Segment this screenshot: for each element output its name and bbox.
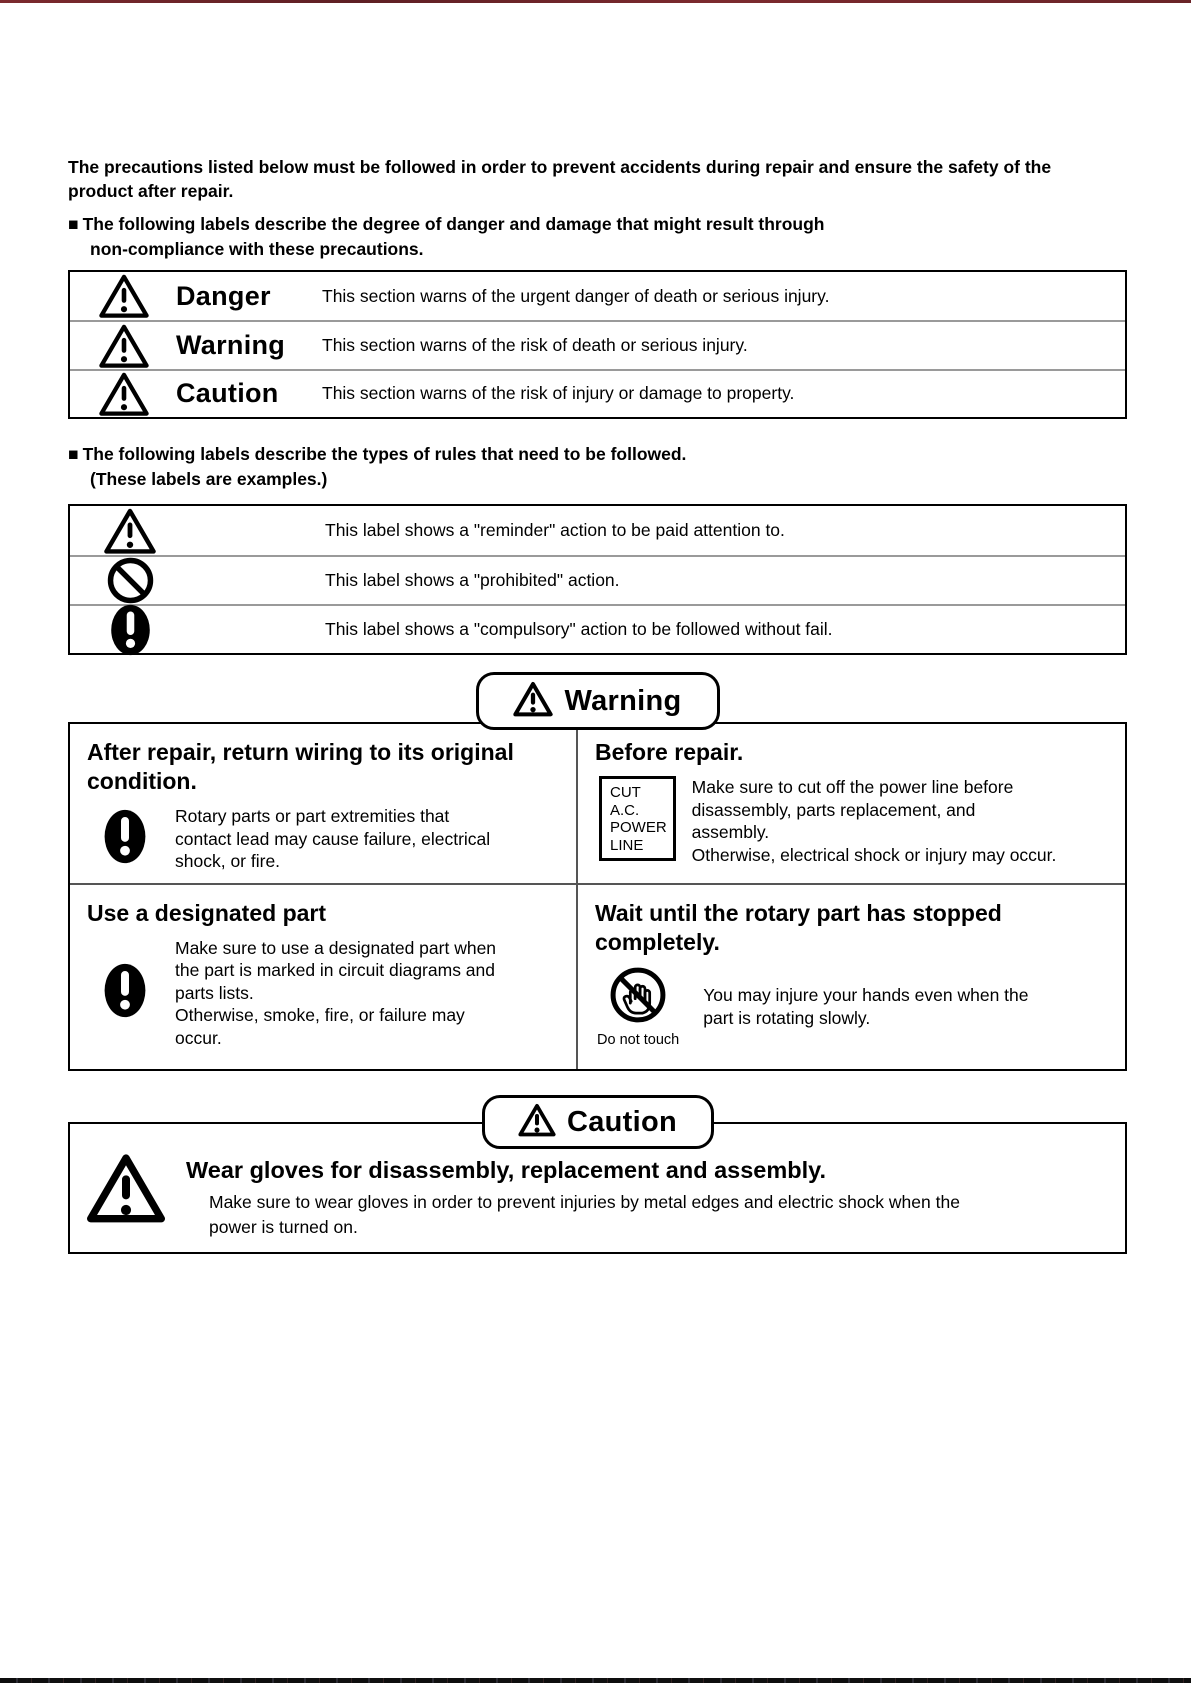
warning-triangle-icon	[86, 1150, 166, 1231]
severity-description: This section warns of the risk of death or serious injury.	[322, 335, 748, 356]
table-row-danger	[70, 272, 1125, 320]
table-row-compulsory	[70, 604, 1125, 653]
reminder-triangle-icon	[88, 507, 172, 555]
table-row-reminder	[70, 506, 1125, 555]
warning-cell-rotary-part	[576, 883, 1125, 1069]
compulsory-icon	[103, 963, 147, 1023]
table-row-caution	[70, 369, 1125, 417]
cell-body: You may injure your hands even when the part is rotating slowly.	[703, 985, 1029, 1028]
do-not-touch-caption: Do not touch	[597, 1031, 680, 1048]
warning-triangle-icon	[98, 323, 150, 369]
cell-body-line: Otherwise, smoke, fire, or failure may occur.	[175, 1005, 465, 1048]
bullet-square-icon: ■	[68, 444, 79, 464]
bullet-text-line2: (These labels are examples.)	[90, 469, 328, 489]
rule-description: This label shows a "compulsory" action to be followed without fail.	[325, 619, 833, 639]
do-not-touch-icon	[609, 966, 667, 1029]
caution-body-text: Make sure to wear gloves in order to prevent injuries by metal edges and electric shock when the power is turned on.	[209, 1192, 960, 1237]
sign-line: LINE	[610, 836, 644, 854]
severity-label: Caution	[176, 378, 279, 409]
caution-section	[68, 1095, 1127, 1254]
severity-label: Warning	[176, 330, 286, 361]
bullet-rule-types	[68, 442, 1083, 492]
bullet-text-line2: non-compliance with these precautions.	[90, 239, 424, 259]
warning-section-header	[476, 672, 720, 730]
cell-body-line: Make sure to use a designated part when the part is marked in circuit diagrams and parts lists.	[175, 937, 497, 1003]
bullet-text-line1: The following labels describe the degree of danger and damage that might result through	[82, 214, 825, 234]
rule-type-table	[68, 504, 1127, 655]
sign-line: POWER	[610, 819, 667, 836]
scan-artifact-top-line	[0, 0, 1191, 3]
compulsory-icon	[88, 604, 172, 656]
warning-cell-before-repair	[576, 724, 1125, 883]
cell-body-line: Make sure to cut off the power line before disassembly, parts replacement, and assembly.	[691, 777, 1014, 842]
severity-table	[68, 270, 1127, 419]
cell-body: Rotary parts or part extremities that contact lead may cause failure, electrical shock, or fire.	[175, 806, 491, 871]
severity-label: Danger	[176, 280, 271, 311]
rule-description: This label shows a "prohibited" action.	[325, 570, 620, 590]
cell-body	[175, 937, 515, 1050]
prohibited-icon	[88, 557, 172, 604]
warning-header-label: Warning	[564, 684, 682, 717]
cell-title: Use a designated part	[87, 899, 327, 926]
warning-cell-after-repair	[70, 724, 576, 883]
bullet-degree-of-danger	[68, 212, 1083, 262]
warning-triangle-icon	[518, 1103, 556, 1142]
cell-body-line: Otherwise, electrical shock or injury may occur.	[691, 844, 1057, 865]
intro-paragraph: The precautions listed below must be followed in order to prevent accidents during repair and ensure the safety of the product after repair.	[68, 157, 1052, 201]
sign-line: CUT	[610, 784, 641, 801]
warning-section	[68, 672, 1127, 1071]
caution-section-header	[482, 1095, 714, 1149]
warning-triangle-icon	[98, 273, 150, 319]
scan-artifact-bottom-line	[0, 1678, 1191, 1683]
bullet-square-icon: ■	[68, 214, 79, 234]
table-row-prohibited	[70, 555, 1125, 604]
severity-description: This section warns of the risk of injury or damage to property.	[322, 383, 795, 404]
caution-header-label: Caution	[566, 1105, 678, 1138]
compulsory-icon	[103, 809, 147, 869]
warning-cell-designated-part	[70, 883, 576, 1069]
cut-ac-power-line-sign	[599, 776, 676, 861]
rule-description: This label shows a "reminder" action to be paid attention to.	[325, 520, 785, 540]
warning-triangle-icon	[513, 681, 553, 722]
severity-description: This section warns of the urgent danger of death or serious injury.	[322, 285, 830, 306]
sign-line: A.C.	[610, 801, 640, 819]
warning-grid	[68, 722, 1127, 1071]
cell-body	[692, 776, 1057, 866]
bullet-text-line1: The following labels describe the types of rules that need to be followed.	[82, 444, 687, 464]
caution-title: Wear gloves for disassembly, replacement and assembly.	[186, 1157, 826, 1183]
warning-triangle-icon	[98, 371, 150, 417]
cell-title: Before repair.	[595, 739, 744, 765]
cell-title: After repair, return wiring to its original condition.	[87, 739, 514, 794]
cell-title: Wait until the rotary part has stopped completely.	[595, 899, 1002, 955]
table-row-warning	[70, 320, 1125, 368]
